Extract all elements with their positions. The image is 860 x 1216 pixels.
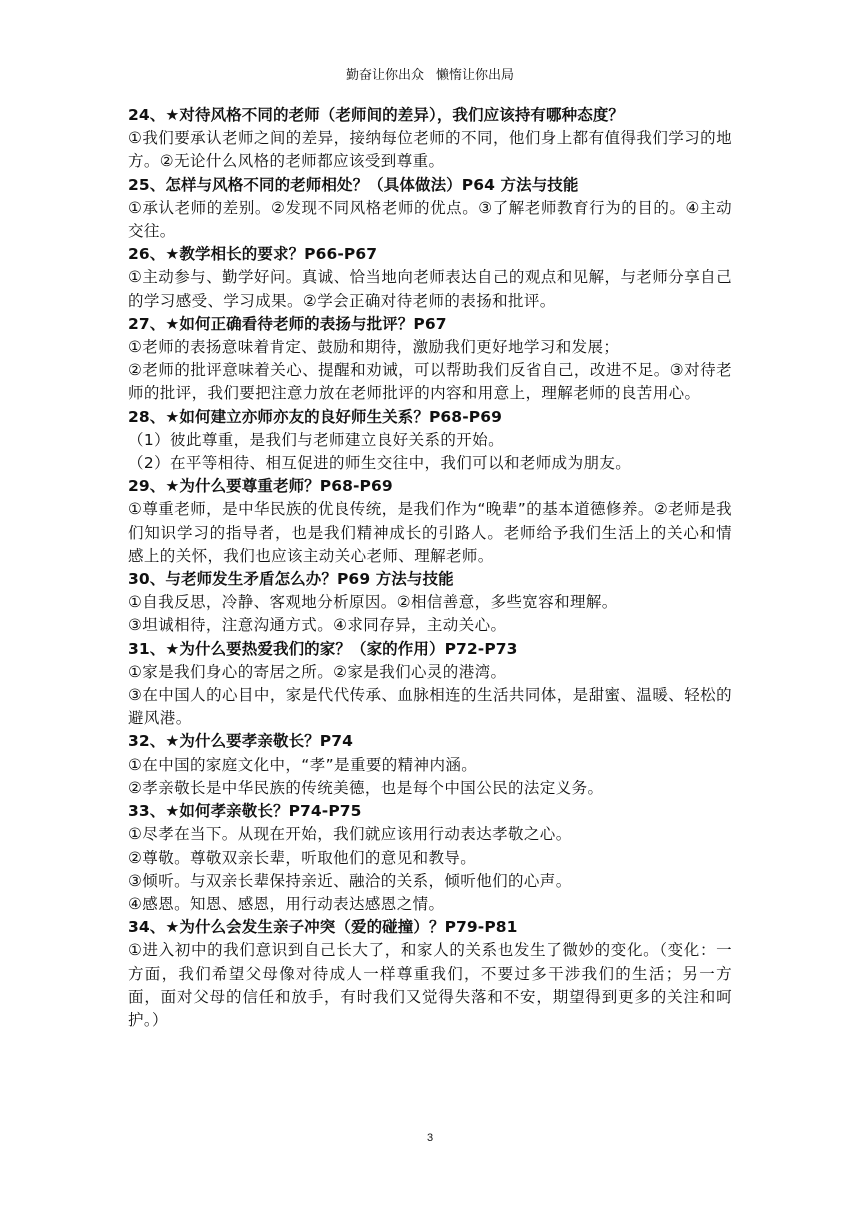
answer-paragraph: （1）彼此尊重，是我们与老师建立良好关系的开始。 — [128, 430, 504, 449]
question-heading: 27、★如何正确看待老师的表扬与批评？P67 — [128, 314, 447, 333]
answer-paragraph: （2）在平等相待、相互促进的师生交往中，我们可以和老师成为朋友。 — [128, 454, 632, 473]
answer-paragraph: ②孝亲敬长是中华民族的传统美德，也是每个中国公民的法定义务。 — [128, 778, 604, 797]
qa-list — [128, 104, 732, 1032]
question-heading: 29、★为什么要尊重老师？P68-P69 — [128, 477, 393, 496]
answer-paragraph: ③坦诚相待，注意沟通方式。④求同存异，主动关心。 — [128, 616, 507, 635]
header-motto-right: 懒惰让你出局 — [436, 68, 515, 83]
question-heading: 26、★教学相长的要求？P66-P67 — [128, 245, 378, 264]
answer-paragraph: ①老师的表扬意味着肯定、鼓励和期待，激励我们更好地学习和发展； — [128, 338, 620, 357]
answer-paragraph: ①尊重老师，是中华民族的优良传统，是我们作为“晚辈”的基本道德修养。②老师是我们知识学习的指导者，也是我们精神成长的引路人。老师给予我们生活上的关心和情感上的关怀，我们也应该主动关心老师、理解老师。 — [128, 500, 732, 565]
header-motto-left: 勤奋让你出众 — [345, 68, 424, 83]
answer-paragraph: ①尽孝在当下。从现在开始，我们就应该用行动表达孝敬之心。 — [128, 825, 572, 844]
page-header — [0, 64, 860, 83]
question-heading: 34、★为什么会发生亲子冲突（爱的碰撞）？P79-P81 — [128, 918, 518, 937]
answer-paragraph: ①承认老师的差别。②发现不同风格老师的优点。③了解老师教育行为的目的。④主动交往。 — [128, 198, 732, 241]
answer-paragraph: ①自我反思，冷静、客观地分析原因。②相信善意，多些宽容和理解。 — [128, 593, 618, 612]
answer-paragraph: ①主动参与、勤学好问。真诚、恰当地向老师表达自己的观点和见解，与老师分享自己的学习感受、学习成果。②学会正确对待老师的表扬和批评。 — [128, 268, 732, 310]
answer-paragraph: ①在中国的家庭文化中，“孝”是重要的精神内涵。 — [128, 755, 478, 774]
answer-paragraph: ④感恩。知恩、感恩，用行动表达感恩之情。 — [128, 894, 445, 913]
question-heading: 33、★如何孝亲敬长？P74-P75 — [128, 802, 362, 821]
question-heading: 24、★对待风格不同的老师（老师间的差异），我们应该持有哪种态度？ — [128, 106, 625, 124]
question-heading: 28、★如何建立亦师亦友的良好师生关系？P68-P69 — [128, 407, 502, 426]
question-heading: 25、怎样与风格不同的老师相处？（具体做法）P64 方法与技能 — [128, 175, 579, 194]
answer-paragraph: ①我们要承认老师之间的差异，接纳每位老师的不同，他们身上都有值得我们学习的地方。②无论什么风格的老师都应该受到尊重。 — [128, 129, 732, 171]
answer-paragraph: ①家是我们身心的寄居之所。②家是我们心灵的港湾。 — [128, 662, 507, 681]
question-heading: 30、与老师发生矛盾怎么办？P69 方法与技能 — [128, 570, 454, 589]
answer-paragraph: ②尊敬。尊敬双亲长辈，听取他们的意见和教导。 — [128, 848, 477, 867]
page-number: 3 — [426, 1132, 434, 1144]
answer-paragraph: ③在中国人的心目中，家是代代传承、血脉相连的生活共同体，是甜蜜、温暖、轻松的避风港。 — [128, 686, 732, 728]
question-heading: 31、★为什么要热爱我们的家？（家的作用）P72-P73 — [128, 639, 518, 658]
answer-paragraph: ③倾听。与双亲长辈保持亲近、融洽的关系，倾听他们的心声。 — [128, 871, 572, 890]
answer-paragraph: ①进入初中的我们意识到自己长大了，和家人的关系也发生了微妙的变化。（变化：一方面，我们希望父母像对待成人一样尊重我们，不要过多干涉我们的生活；另一方面，面对父母的信任和放手，有时我们又觉得失落和不安，期望得到更多的关注和呵护。） — [128, 941, 732, 1029]
question-heading: 32、★为什么要孝亲敬长？P74 — [128, 732, 353, 751]
answer-paragraph: ②老师的批评意味着关心、提醒和劝诫，可以帮助我们反省自己，改进不足。③对待老师的批评，我们要把注意力放在老师批评的内容和用意上，理解老师的良苦用心。 — [128, 361, 732, 403]
